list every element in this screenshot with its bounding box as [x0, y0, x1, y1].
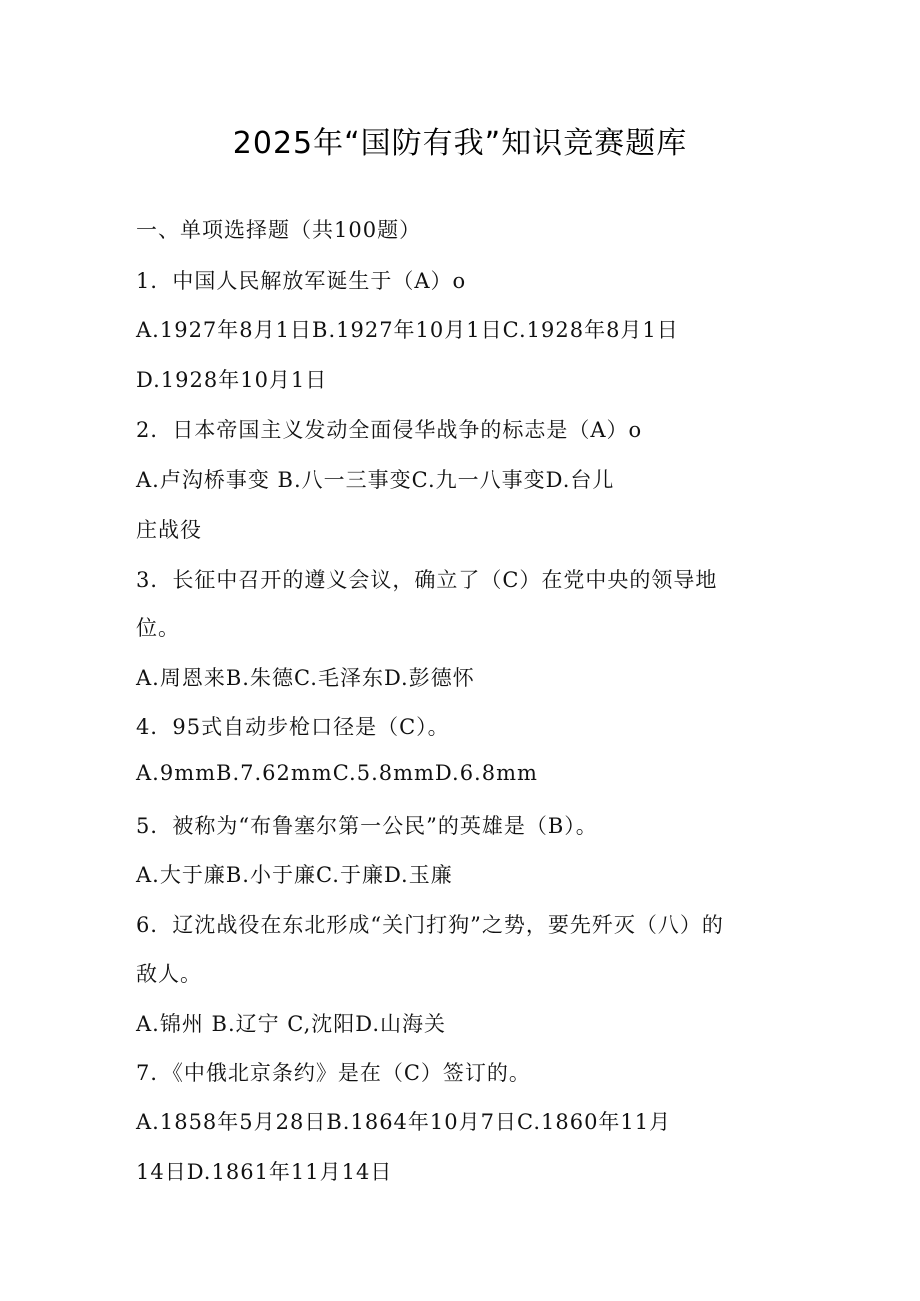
question-6-options: A.锦州 B.辽宁 C,沈阳D.山海关 [136, 1012, 447, 1036]
question-4-text: 4．95式自动步枪口径是（C）。 [136, 715, 450, 739]
section-heading: 一、单项选择题（共100题） [136, 218, 422, 242]
question-2-options-cont: 庄战役 [136, 518, 202, 542]
question-7-options-cont: 14日D.1861年11月14日 [136, 1160, 393, 1184]
question-2-text: 2．日本帝国主义发动全面侵华战争的标志是（A）o [136, 418, 643, 442]
question-6-text-cont: 敌人。 [136, 962, 202, 986]
question-4-options: A.9mmB.7.62mmC.5.8mmD.6.8mm [136, 761, 538, 785]
document-title: 2025年“国防有我”知识竞赛题库 [232, 126, 688, 161]
question-3-text: 3．长征中召开的遵义会议，确立了（C）在党中央的领导地 [136, 568, 718, 592]
question-5-text: 5．被称为“布鲁塞尔第一公民”的英雄是（B）。 [136, 814, 598, 838]
question-6-text: 6．辽沈战役在东北形成“关门打狗”之势，要先歼灭（八）的 [136, 913, 724, 937]
question-1-text: 1．中国人民解放军诞生于（A）o [136, 269, 467, 293]
question-2-options: A.卢沟桥事变 B.八一三事变C.九一八事变D.台儿 [136, 468, 615, 492]
question-7-text: 7．《中俄北京条约》是在（C）签订的。 [136, 1061, 531, 1085]
question-3-options: A.周恩来B.朱德C.毛泽东D.彭德怀 [136, 666, 475, 690]
question-1-options-cont: D.1928年10月1日 [136, 368, 328, 392]
question-7-options: A.1858年5月28日B.1864年10月7日C.1860年11月 [136, 1110, 672, 1134]
question-5-options: A.大于廉B.小于廉C.于廉D.玉廉 [136, 863, 453, 887]
question-1-options: A.1927年8月1日B.1927年10月1日C.1928年8月1日 [136, 318, 679, 342]
question-3-text-cont: 位。 [136, 616, 180, 640]
